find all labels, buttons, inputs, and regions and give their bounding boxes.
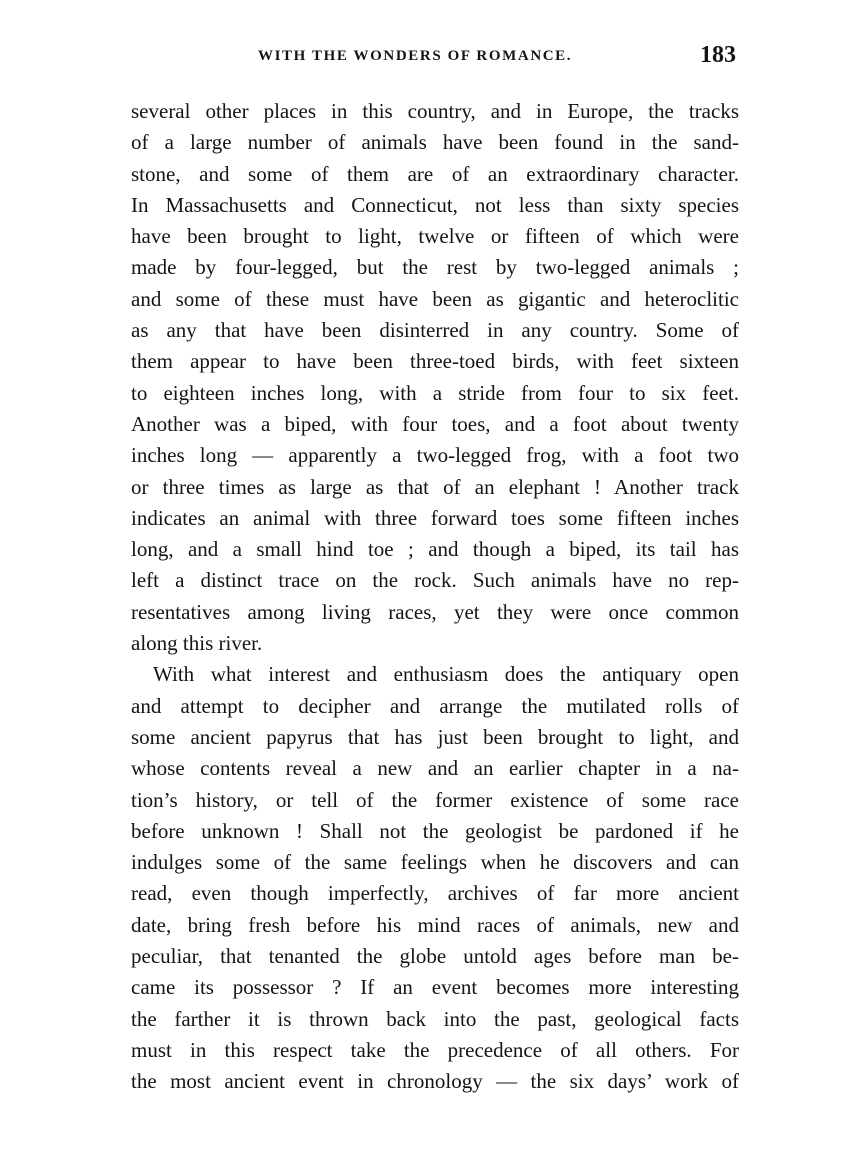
text-line: came its possessor ? If an event becomes more interesting [131,975,739,1000]
running-head [132,42,740,72]
text-line: and attempt to decipher and arrange the mutilated rolls of [131,693,739,718]
text-line: them appear to have been three-toed birds, with feet sixteen [131,349,739,374]
text-line: several other places in this country, and in Europe, the tracks [131,99,739,123]
text-line: peculiar, that tenanted the globe untold ages before man be- [131,944,739,969]
text-line: stone, and some of them are of an extraordinary character. [131,161,739,186]
running-title: WITH THE WONDERS OF ROMANCE. [258,48,573,64]
page-number: 183 [700,42,736,68]
text-line: the most ancient event in chronology — the six days’ work of [131,1069,739,1094]
text-line: indulges some of the same feelings when he discovers and can [131,850,739,875]
text-line: before unknown ! Shall not the geologist be pardoned if he [131,818,739,843]
text-line: along this river. [131,631,263,656]
text-line: must in this respect take the precedence of all others. For [131,1037,739,1062]
text-line: date, bring fresh before his mind races of animals, new and [131,912,739,937]
text-line: tion’s history, or tell of the former existence of some race [131,787,739,812]
text-line: have been brought to light, twelve or fifteen of which were [131,224,739,249]
text-line: read, even though imperfectly, archives of far more ancient [131,881,739,906]
text-line: indicates an animal with three forward toes some fifteen inches [131,505,739,530]
text-line: With what interest and enthusiasm does the antiquary open [153,662,739,687]
text-line: of a large number of animals have been found in the sand- [131,130,739,155]
text-line: inches long — apparently a two-legged frog, with a foot two [131,443,739,468]
text-line: resentatives among living races, yet they were once common [131,599,739,624]
text-line: whose contents reveal a new and an earlier chapter in a na- [131,756,739,781]
paragraph-fossil-tracks [131,96,739,659]
text-line: made by four-legged, but the rest by two-legged animals ; [131,255,739,280]
text-line: and some of these must have been as gigantic and heteroclitic [131,286,739,311]
text-line: or three times as large as that of an elephant ! Another track [131,474,739,499]
paragraph-antiquary [131,659,739,1097]
text-line: long, and a small hind toe ; and though a biped, its tail has [131,537,739,562]
text-line: the farther it is thrown back into the past, geological facts [131,1006,739,1031]
text-line: some ancient papyrus that has just been brought to light, and [131,724,739,749]
text-line: In Massachusetts and Connecticut, not less than sixty species [131,192,739,217]
body-text [131,96,739,1098]
text-line: left a distinct trace on the rock. Such animals have no rep- [131,568,739,593]
text-line: as any that have been disinterred in any country. Some of [131,318,739,343]
text-line: to eighteen inches long, with a stride from four to six feet. [131,380,739,405]
text-line: Another was a biped, with four toes, and a foot about twenty [131,411,739,436]
